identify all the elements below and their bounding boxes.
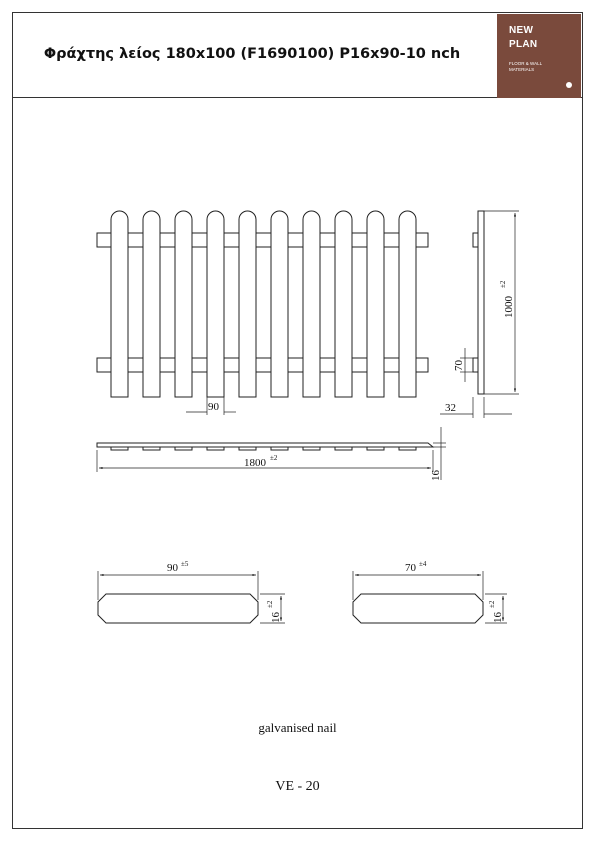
side-height-label: 1000 bbox=[503, 296, 515, 318]
picket-top-profile bbox=[111, 447, 128, 450]
top-length-tolerance: ±2 bbox=[270, 454, 278, 462]
section-70-width-label: 70 bbox=[405, 562, 416, 574]
fence-picket bbox=[207, 211, 224, 397]
picket-top-profile bbox=[303, 447, 320, 450]
rail-height-label: 70 bbox=[453, 360, 465, 371]
section-90-thickness-tolerance: ±2 bbox=[266, 600, 274, 608]
fence-picket bbox=[367, 211, 384, 397]
fence-top-view bbox=[97, 443, 433, 450]
section-90-thickness-label: 16 bbox=[270, 612, 282, 623]
picket-width-label: 90 bbox=[208, 401, 219, 413]
picket-top-profile bbox=[207, 447, 224, 450]
section-70-width-tolerance: ±4 bbox=[419, 560, 427, 568]
fence-picket bbox=[111, 211, 128, 397]
fence-picket bbox=[239, 211, 256, 397]
section-70-thickness-label: 16 bbox=[492, 612, 504, 623]
picket-top-profile bbox=[271, 447, 288, 450]
logo-text-line1: NEW bbox=[509, 25, 534, 36]
fence-front-view bbox=[97, 211, 428, 397]
logo-tagline: FLOOR & WALL MATERIALS bbox=[509, 61, 542, 72]
fence-side-view bbox=[473, 211, 484, 394]
drawing-code: VE - 20 bbox=[275, 779, 320, 794]
fence-picket bbox=[271, 211, 288, 397]
caption-text: galvanised nail bbox=[258, 720, 337, 735]
fence-picket bbox=[399, 211, 416, 397]
logo-text-line2: PLAN bbox=[509, 39, 538, 50]
picket-top-profile bbox=[399, 447, 416, 450]
fence-picket bbox=[143, 211, 160, 397]
picket-section-90 bbox=[98, 594, 258, 623]
fence-picket bbox=[335, 211, 352, 397]
section-90-width-tolerance: ±5 bbox=[181, 560, 189, 568]
top-thickness-label: 16 bbox=[430, 470, 442, 481]
picket-top-profile bbox=[239, 447, 256, 450]
picket-top-profile bbox=[143, 447, 160, 450]
picket-top-profile bbox=[175, 447, 192, 450]
picket-top-profile bbox=[335, 447, 352, 450]
picket-top-profile bbox=[367, 447, 384, 450]
side-height-tolerance: ±2 bbox=[499, 280, 507, 288]
section-70-thickness-tolerance: ±2 bbox=[488, 600, 496, 608]
top-length-label: 1800 bbox=[244, 457, 266, 469]
section-90-width-label: 90 bbox=[167, 562, 178, 574]
depth-label: 32 bbox=[445, 402, 456, 414]
fence-picket bbox=[175, 211, 192, 397]
fence-picket bbox=[303, 211, 320, 397]
rail-section-70 bbox=[353, 594, 483, 623]
page-title: Φράχτης λείος 180x100 (F1690100) P16x90-10 nch bbox=[43, 46, 461, 62]
